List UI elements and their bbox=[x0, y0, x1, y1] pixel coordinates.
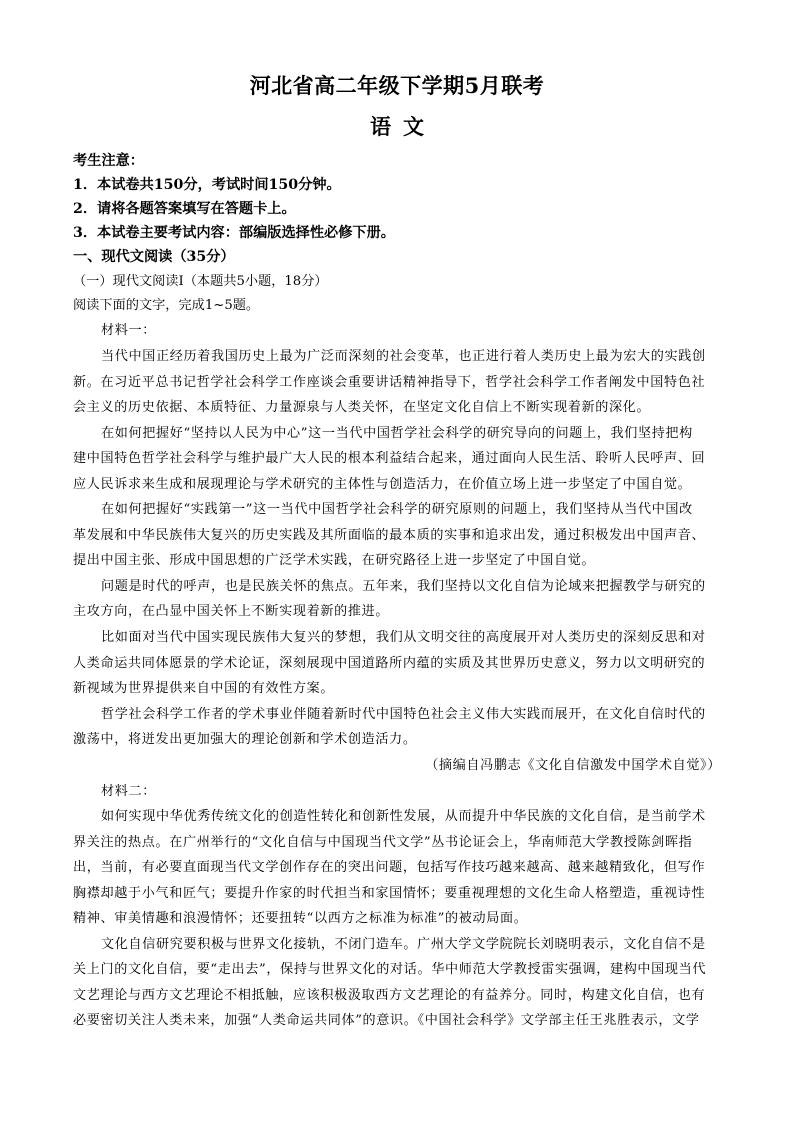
material-one-line: 当代中国正经历着我国历史上最为广泛而深刻的社会变革，也正进行着人类历史上最为宏大的实践创 bbox=[101, 349, 706, 364]
material-two-label: 材料二： bbox=[101, 784, 156, 799]
material-one-line: 人类命运共同体愿景的学术论证，深刻展现中国道路所内蕴的实质及其世界历史意义，努力以文明研究的 bbox=[73, 656, 706, 671]
material-two-line: 界关注的热点。在广州举行的“文化自信与中国现当代文学”丛书论证会上，华南师范大学教授陈剑晖指 bbox=[73, 835, 693, 850]
subject-title: 语文 bbox=[370, 114, 436, 139]
material-one-line: 革发展和中华民族伟大复兴的历史实践及其所面临的最本质的实事和追求出发，通过积极发出中国声音、 bbox=[73, 528, 706, 543]
material-one-line: 会主义的历史依据、本质特征、力量源泉与人类关怀，在坚定文化自信上不断实现着新的深化。 bbox=[73, 400, 651, 415]
material-one-line: 提出中国主张、形成中国思想的广泛学术实践，在研究路径上进一步坚定了中国自觉。 bbox=[73, 553, 596, 568]
material-one-line: 新。在习近平总书记哲学社会科学工作座谈会重要讲话精神指导下，哲学社会科学工作者阐发中国特色社 bbox=[73, 375, 706, 390]
material-two-line: 文化自信研究要积极与世界文化接轨，不闭门造车。广州大学文学院院长刘晓明表示，文化自信不是 bbox=[101, 937, 706, 952]
material-two-line: 必要密切关注人类未来，加强“人类命运共同体”的意识。《中国社会科学》文学部主任王兆胜表示，文学 bbox=[73, 1013, 700, 1028]
material-one-line: 问题是时代的呼声，也是民族关怀的焦点。五年来，我们坚持以文化自信为论域来把握教学与研究的 bbox=[101, 579, 706, 594]
material-two-line: 如何实现中华优秀传统文化的创造性转化和创新性发展，从而提升中华民族的文化自信，是当前学术 bbox=[101, 809, 706, 824]
material-one-line: 建中国特色哲学社会科学与维护最广大人民的根本利益结合起来，通过面向人民生活、聆听人民呼声、回 bbox=[73, 451, 706, 466]
material-one-line: 主攻方向，在凸显中国关怀上不断实现着新的推进。 bbox=[73, 604, 390, 619]
section-heading: 一、现代文阅读（35分） bbox=[73, 249, 235, 265]
notice-heading: 考生注意： bbox=[73, 153, 144, 169]
material-one-line: 在如何把握好“实践第一”这一当代中国哲学社会科学的研究原则的问题上，我们坚持从当代中国改 bbox=[101, 502, 693, 517]
material-two-line: 出，当前，有必要直面现当代文学创作存在的突出问题，包括写作技巧越来越高、越来越精致化，但写作 bbox=[73, 860, 706, 875]
material-one-label: 材料一： bbox=[101, 323, 156, 338]
material-two-line: 精神、审美情趣和浪漫情怀；还要扭转“以西方之标准为标准”的被动局面。 bbox=[73, 911, 528, 926]
material-one-line: 比如面对当代中国实现民族伟大复兴的梦想，我们从文明交往的高度展开对人类历史的深刻反思和对 bbox=[101, 630, 706, 645]
material-one-line: 新视域为世界提供来自中国的有效性方案。 bbox=[73, 681, 335, 696]
material-one-line: 在如何把握好“坚持以人民为中心”这一当代中国哲学社会科学的研究导向的问题上，我们坚持把构 bbox=[101, 426, 693, 441]
notice-item-3: 3．本试卷主要考试内容：部编版选择性必修下册。 bbox=[73, 225, 395, 241]
notice-item-2: 2．请将各题答案填写在答题卡上。 bbox=[73, 201, 296, 217]
material-two-line: 胸襟却越于小气和匠气；要提升作家的时代担当和家国情怀；要重视理想的文化生命人格塑造，重视诗性 bbox=[73, 886, 706, 901]
section-instruction: 阅读下面的文字，完成1~5题。 bbox=[73, 298, 260, 313]
notice-item-1: 1．本试卷共150分，考试时间150分钟。 bbox=[73, 177, 341, 193]
material-one-source: （摘编自冯鹏志《文化自信激发中国学术自觉》） bbox=[425, 758, 721, 773]
material-one-line: 应人民诉求来生成和展现理论与学术研究的主体性与创造活力，在价值立场上进一步坚定了中国自觉。 bbox=[73, 477, 692, 492]
section-subheading: （一）现代文阅读Ⅰ（本题共5小题，18分） bbox=[73, 274, 328, 289]
material-two-line: 文艺理论与西方文艺理论不相抵触，应该积极汲取西方文艺理论的有益养分。同时，构建文化自信，也有 bbox=[73, 988, 706, 1003]
material-one-line: 激荡中，将迸发出更加强大的理论创新和学术创造活力。 bbox=[73, 732, 417, 747]
exam-title: 河北省高二年级下学期5月联考 bbox=[249, 73, 545, 98]
material-two-line: 关上门的文化自信，要“走出去”，保持与世界文化的对话。华中师范大学教授雷实强调，建构中国现当代 bbox=[73, 962, 707, 977]
material-one-line: 哲学社会科学工作者的学术事业伴随着新时代中国特色社会主义伟大实践而展开，在文化自信时代的 bbox=[101, 707, 706, 722]
